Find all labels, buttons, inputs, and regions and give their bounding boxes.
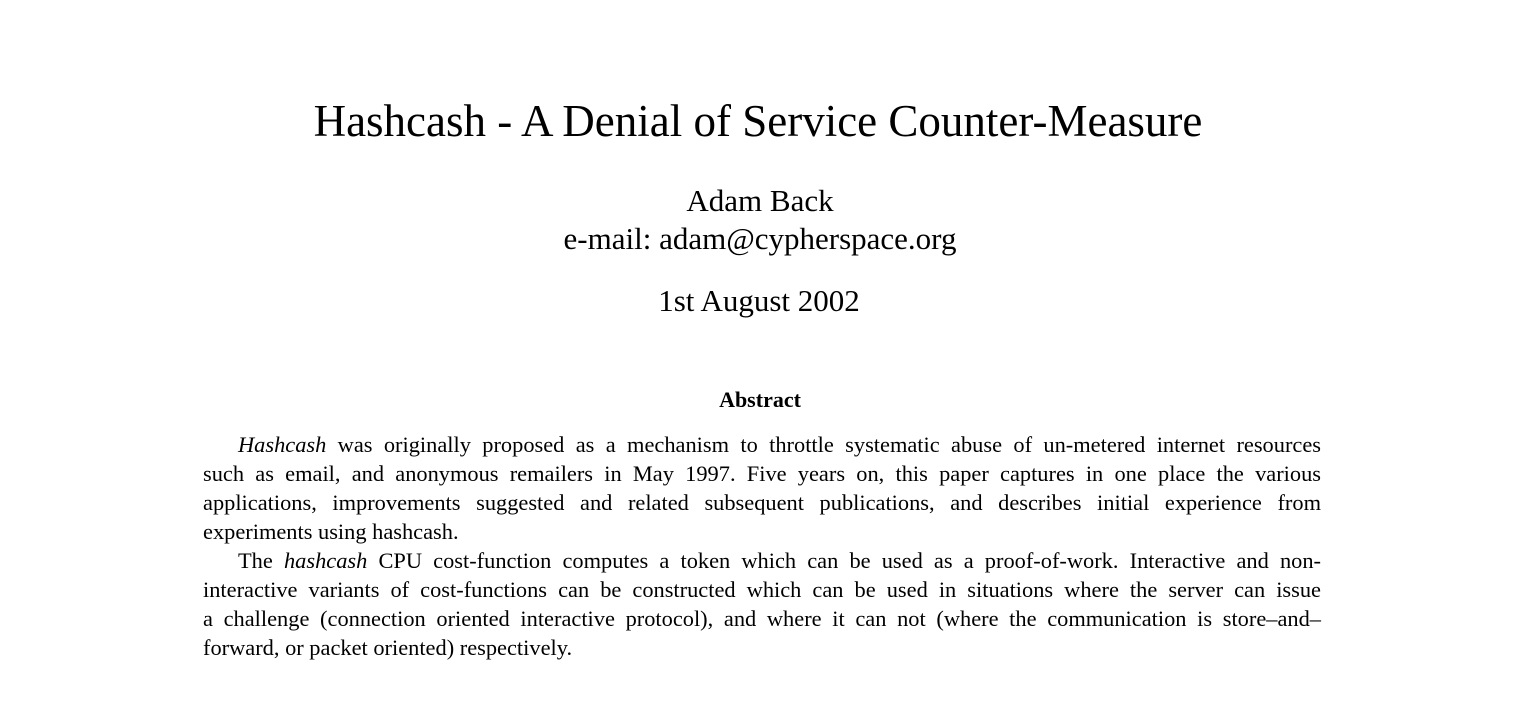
line-text: experiments using hashcash.	[203, 519, 459, 544]
abstract-body	[203, 430, 1321, 662]
abstract-line	[203, 459, 1321, 488]
emphasis-term: Hashcash	[238, 432, 327, 457]
abstract-line	[203, 604, 1321, 633]
line-text: interactive variants of cost-functions can be constructed which can be used in situations where the server can issue	[203, 577, 1321, 602]
abstract-paragraph-1	[203, 430, 1321, 546]
line-text: such as email, and anonymous remailers in May 1997. Five years on, this paper captures in one place the various	[203, 461, 1321, 486]
line-text: The	[238, 548, 284, 573]
abstract-line	[203, 517, 1321, 546]
abstract-line	[203, 430, 1321, 459]
publication-date: 1st August 2002	[658, 283, 860, 318]
line-text: CPU cost-function computes a token which can be used as a proof-of-work. Interactive and non-	[367, 548, 1321, 573]
emphasis-term: hashcash	[283, 548, 368, 573]
line-text: forward, or packet oriented) respectively.	[203, 635, 573, 660]
author-email: e-mail: adam@cypherspace.org	[563, 221, 957, 256]
abstract-line	[203, 633, 1321, 662]
abstract-line	[203, 575, 1321, 604]
abstract-line	[203, 488, 1321, 517]
abstract-heading: Abstract	[719, 387, 801, 412]
line-text: applications, improvements suggested and related subsequent publications, and describes initial experience from	[203, 490, 1321, 515]
abstract-line	[203, 546, 1321, 575]
line-text: was originally proposed as a mechanism to throttle systematic abuse of un-metered internet resources	[326, 432, 1321, 457]
paper-title: Hashcash - A Denial of Service Counter-Measure	[313, 96, 1203, 146]
abstract-paragraph-2	[203, 546, 1321, 662]
line-text: a challenge (connection oriented interactive protocol), and where it can not (where the communication is store–and–	[203, 606, 1321, 631]
author-name: Adam Back	[686, 183, 834, 218]
